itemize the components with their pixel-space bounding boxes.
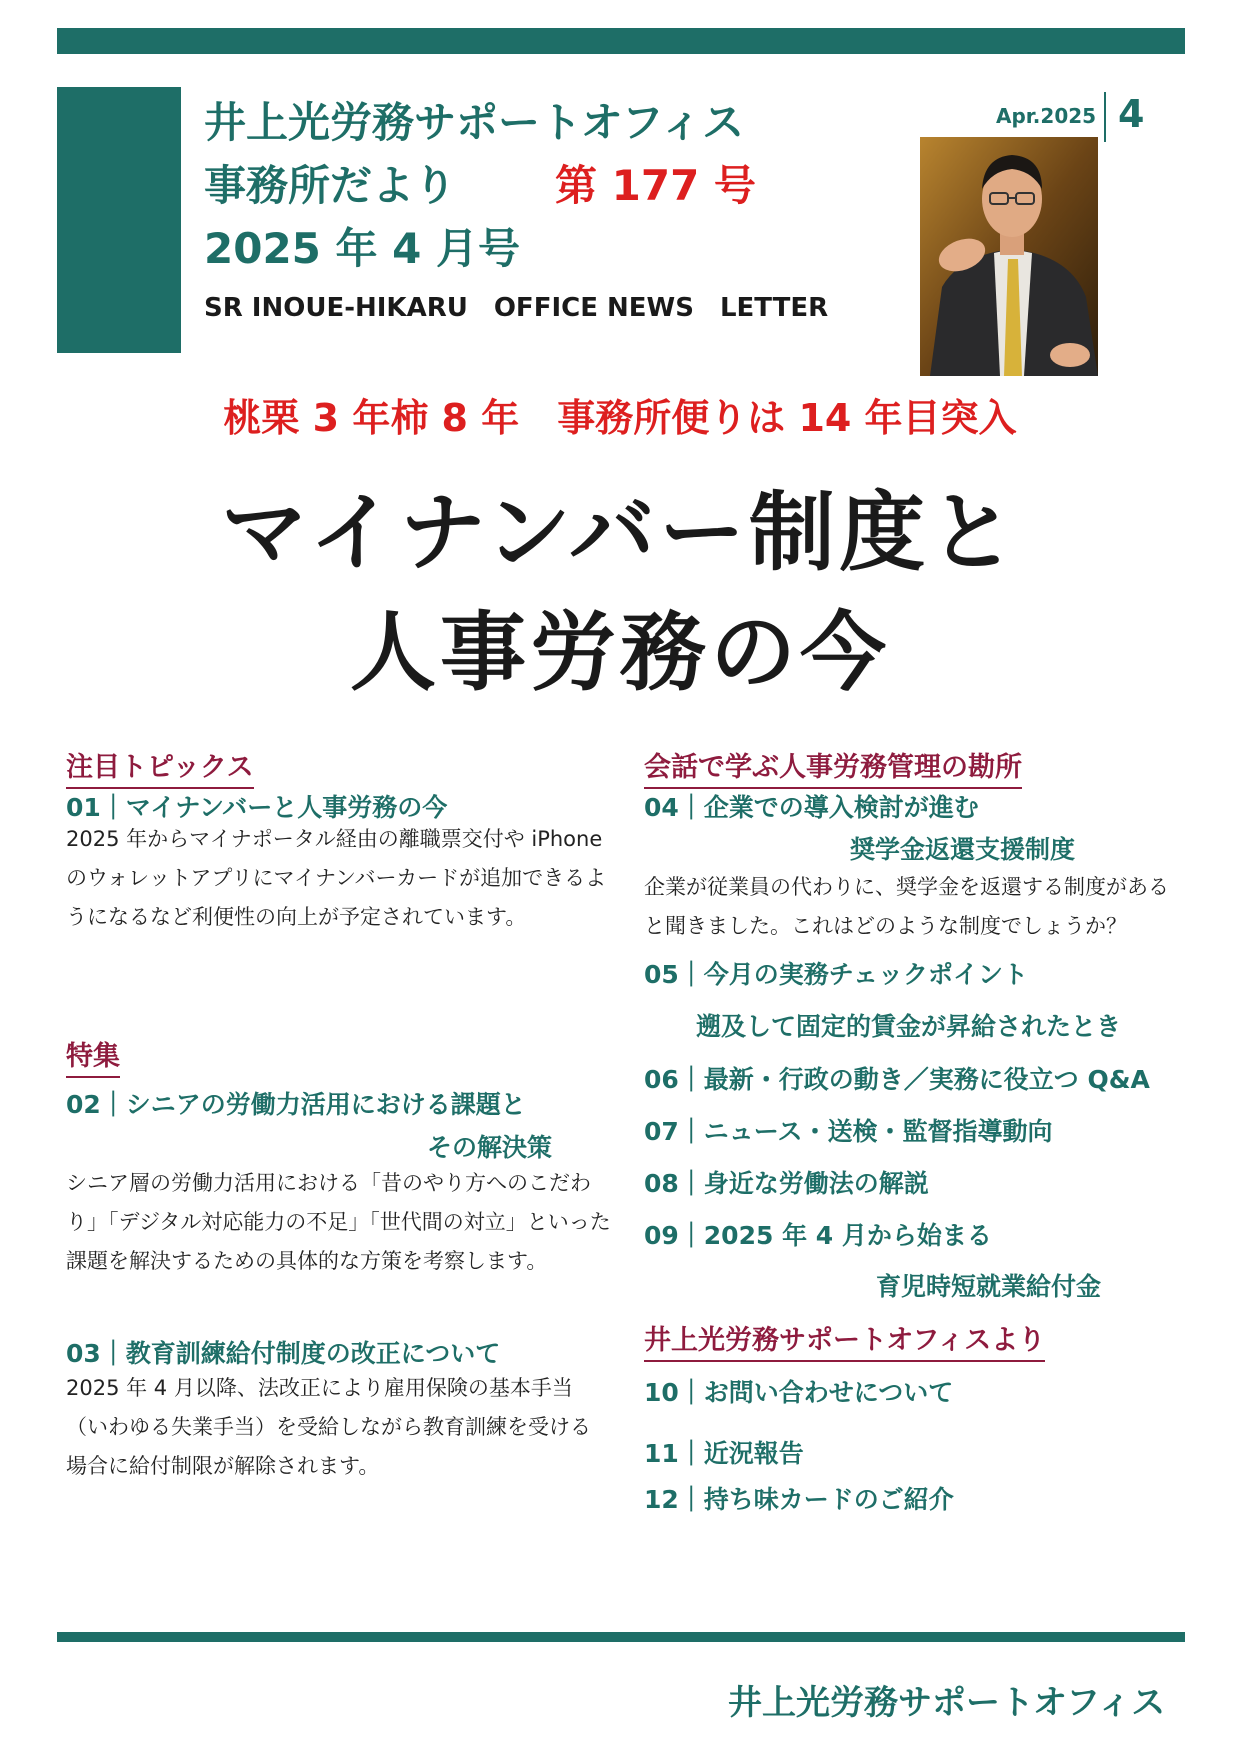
top-rule xyxy=(57,28,1185,54)
toc-item-02-continued[interactable]: その解決策 xyxy=(427,1133,553,1162)
month-number: 4 xyxy=(1118,92,1145,136)
issue-date: 2025 年 4 月号 xyxy=(204,224,520,273)
toc-body-03: 2025 年 4 月以降、法改正により雇用保険の基本手当（いわゆる失業手当）を受給しながら教育訓練を受ける場合に給付制限が解除されます。 xyxy=(66,1376,591,1478)
toc-item-08[interactable]: 08｜身近な労働法の解説 xyxy=(644,1169,929,1198)
toc-item-09-continued[interactable]: 育児時短就業給付金 xyxy=(876,1272,1102,1301)
toc-item-09[interactable]: 09｜2025 年 4 月から始まる xyxy=(644,1221,992,1250)
toc-item-01[interactable]: 01｜マイナンバーと人事労務の今 xyxy=(66,793,448,822)
toc-item-02[interactable]: 02｜シニアの労働力活用における課題と xyxy=(66,1090,526,1119)
issue-number: 第 177 号 xyxy=(555,161,756,210)
english-subtitle: SR INOUE-HIKARU OFFICE NEWS LETTER xyxy=(204,293,829,323)
toc-item-03[interactable]: 03｜教育訓練給付制度の改正について xyxy=(66,1339,501,1368)
toc-body-01: 2025 年からマイナポータル経由の離職票交付や iPhone のウォレットアプリにマイナンバーカードが追加できるようになるなど利便性の向上が予定されています。 xyxy=(66,827,607,929)
toc-item-05-continued[interactable]: 遡及して固定的賃金が昇給されたとき xyxy=(696,1012,1122,1041)
toc-item-04-continued[interactable]: 奨学金返還支援制度 xyxy=(850,835,1076,864)
toc-body-02: シニア層の労働力活用における「昔のやり方へのこだわり」「デジタル対応能力の不足」「世代間の対立」といった課題を解決するための具体的な方策を考察します。 xyxy=(66,1171,611,1273)
portrait-image xyxy=(920,137,1098,376)
toc-item-04[interactable]: 04｜企業での導入検討が進む xyxy=(644,793,979,822)
bottom-rule xyxy=(57,1632,1185,1642)
section-heading-topics: 注目トピックス xyxy=(66,745,254,789)
toc-item-11[interactable]: 11｜近況報告 xyxy=(644,1439,804,1468)
header-color-block xyxy=(57,87,181,353)
section-heading-conversation: 会話で学ぶ人事労務管理の勘所 xyxy=(644,745,1022,789)
headline-line-1: マイナンバー制度と xyxy=(221,483,1019,583)
month-label: Apr.2025 xyxy=(996,104,1097,128)
month-divider xyxy=(1104,92,1106,142)
office-name: 井上光労務サポートオフィス xyxy=(204,98,745,147)
toc-item-05[interactable]: 05｜今月の実務チェックポイント xyxy=(644,960,1029,989)
section-heading-from-office: 井上光労務サポートオフィスより xyxy=(644,1318,1045,1362)
section-heading-feature: 特集 xyxy=(66,1034,120,1078)
footer-office-name: 井上光労務サポートオフィス xyxy=(728,1683,1166,1723)
toc-item-10[interactable]: 10｜お問い合わせについて xyxy=(644,1378,954,1407)
headline-line-2: 人事労務の今 xyxy=(350,603,890,703)
author-photo xyxy=(920,137,1098,376)
newsletter-title: 事務所だより xyxy=(204,161,457,210)
toc-item-06[interactable]: 06｜最新・行政の動き／実務に役立つ Q&A xyxy=(644,1065,1150,1094)
toc-item-07[interactable]: 07｜ニュース・送検・監督指導動向 xyxy=(644,1117,1053,1146)
toc-body-04: 企業が従業員の代わりに、奨学金を返還する制度があると聞きました。これはどのような制度でしょうか？ xyxy=(644,875,1169,938)
toc-item-12[interactable]: 12｜持ち味カードのご紹介 xyxy=(644,1485,954,1514)
tagline: 桃栗 3 年柿 8 年 事務所便りは 14 年目突入 xyxy=(223,396,1017,440)
